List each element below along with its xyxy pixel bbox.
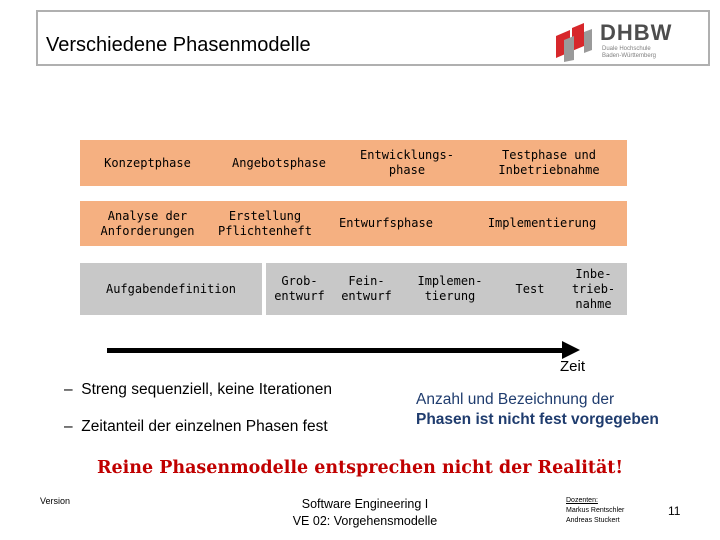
- bullet-text: Streng sequenziell, keine Iterationen: [81, 381, 332, 398]
- logo-wordmark: DHBW: [600, 20, 673, 45]
- phase-inbetriebnahme: Inbe- trieb- nahme: [560, 263, 627, 315]
- phase-implementierung-detail: Implemen- tierung: [400, 263, 500, 315]
- page-number: 11: [668, 504, 681, 518]
- footer-version: Version: [40, 496, 71, 506]
- conclusion-statement: Reine Phasenmodelle entsprechen nicht der Realität!: [96, 458, 624, 478]
- bullet-item: [64, 381, 332, 399]
- footer-dozenten: [566, 496, 624, 526]
- phase-entwicklungsphase: Entwicklungs- phase: [343, 140, 471, 186]
- phase-feinentwurf: Fein- entwurf: [333, 263, 400, 315]
- footer-course: [250, 496, 480, 530]
- slide-title: Verschiedene Phasenmodelle: [46, 34, 311, 56]
- note-line-2: Phasen ist nicht fest vorgegeben: [416, 411, 659, 428]
- phase-entwurfsphase: Entwurfsphase: [315, 201, 457, 246]
- footer-dozent-1: Markus Rentschler: [566, 507, 625, 514]
- timeline-label: Zeit: [560, 358, 586, 375]
- footer-dozenten-label: Dozenten:: [566, 497, 598, 504]
- phase-angebotsphase: Angebotsphase: [215, 140, 343, 186]
- footer-course-name: Software Engineering I: [301, 497, 429, 511]
- phase-testphase: Testphase und Inbetriebnahme: [471, 140, 627, 186]
- note-line-1: Anzahl und Bezeichnung der: [416, 391, 615, 408]
- phase-aufgabendefinition: Aufgabendefinition: [80, 263, 262, 315]
- dhbw-logo-mark-icon: [554, 22, 594, 62]
- bullet-text: Zeitanteil der einzelnen Phasen fest: [81, 418, 328, 435]
- phase-konzeptphase: Konzeptphase: [80, 140, 215, 186]
- phase-erstellung-pflichtenheft: Erstellung Pflichtenheft: [215, 201, 315, 246]
- phase-analyse: Analyse der Anforderungen: [80, 201, 215, 246]
- phase-test: Test: [500, 263, 560, 315]
- phase-grobentwurf: Grob- entwurf: [266, 263, 333, 315]
- timeline-arrow-line: [107, 348, 567, 353]
- dhbw-logo: [554, 16, 674, 66]
- footer-course-unit: VE 02: Vorgehensmodelle: [292, 514, 438, 528]
- timeline-arrow-head-icon: [562, 341, 580, 359]
- title-frame: [36, 10, 710, 66]
- phase-note: [416, 390, 659, 430]
- phase-implementierung: Implementierung: [457, 201, 627, 246]
- bullet-dash: –: [64, 381, 82, 398]
- bullet-item: [64, 418, 328, 436]
- logo-subtitle: Duale Hochschule Baden-Württemberg: [602, 46, 657, 59]
- footer-dozent-2: Andreas Stuckert: [566, 517, 620, 524]
- bullet-dash: –: [64, 418, 82, 435]
